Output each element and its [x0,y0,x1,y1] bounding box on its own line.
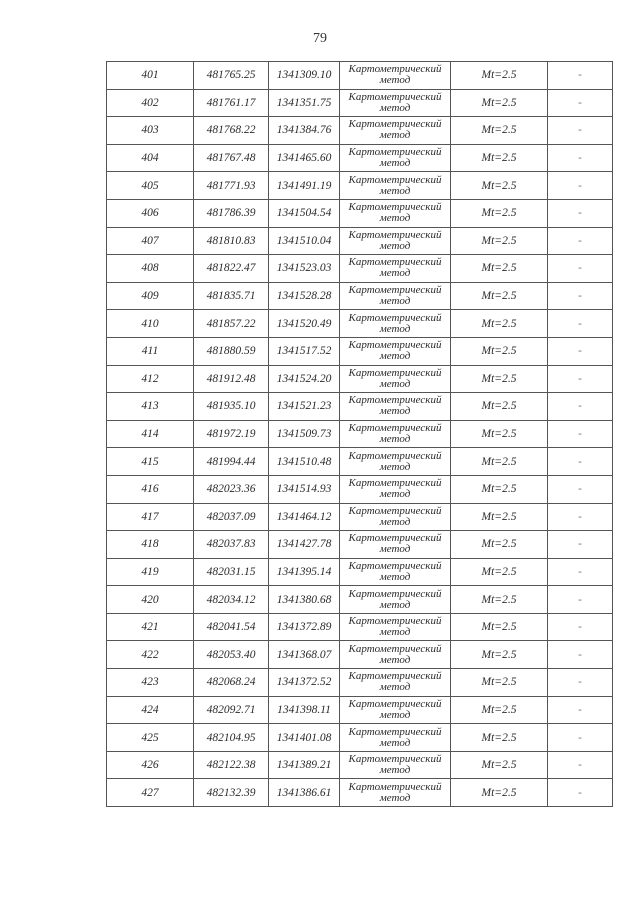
method-line-1: Картометрический [348,504,442,517]
page-number: 79 [313,31,327,46]
y-coordinate-cell: 1341520.49 [269,310,340,338]
note-cell: - [548,669,613,697]
point-number-cell: 426 [107,751,194,779]
table-row [107,448,613,476]
x-coordinate-cell: 481765.25 [194,62,269,90]
accuracy-cell: Mt=2.5 [451,172,548,200]
method-line-1: Картометрический [348,394,442,407]
note-cell: - [548,724,613,752]
point-number-cell: 406 [107,199,194,227]
method-cell [340,696,451,724]
x-coordinate-cell: 481786.39 [194,199,269,227]
y-coordinate-cell: 1341427.78 [269,531,340,559]
accuracy-cell: Mt=2.5 [451,475,548,503]
x-coordinate-cell: 481880.59 [194,337,269,365]
method-cell [340,586,451,614]
y-coordinate-cell: 1341514.93 [269,475,340,503]
point-number-cell: 420 [107,586,194,614]
note-cell: - [548,448,613,476]
accuracy-cell: Mt=2.5 [451,613,548,641]
y-coordinate-cell: 1341465.60 [269,144,340,172]
note-cell: - [548,337,613,365]
method-line-1: Картометрический [348,559,442,572]
x-coordinate-cell: 481771.93 [194,172,269,200]
method-line-1: Картометрический [348,146,442,159]
method-line-1: Картометрический [348,532,442,545]
method-line-1: Картометрический [348,339,442,352]
method-line-2: метод [379,212,411,225]
note-cell: - [548,503,613,531]
table-row [107,696,613,724]
table-row [107,724,613,752]
y-coordinate-cell: 1341510.48 [269,448,340,476]
point-number-cell: 404 [107,144,194,172]
accuracy-cell: Mt=2.5 [451,724,548,752]
note-cell: - [548,365,613,393]
method-cell [340,144,451,172]
note-cell: - [548,475,613,503]
note-cell: - [548,751,613,779]
point-number-cell: 410 [107,310,194,338]
point-number-cell: 409 [107,282,194,310]
accuracy-cell: Mt=2.5 [451,558,548,586]
x-coordinate-cell: 481857.22 [194,310,269,338]
point-number-cell: 408 [107,255,194,283]
coordinates-table [106,61,613,807]
method-line-2: метод [379,74,411,87]
method-line-2: метод [379,267,411,280]
note-cell: - [548,89,613,117]
accuracy-cell: Mt=2.5 [451,117,548,145]
note-cell: - [548,282,613,310]
table-row [107,613,613,641]
method-cell [340,724,451,752]
y-coordinate-cell: 1341372.52 [269,669,340,697]
method-cell [340,669,451,697]
method-line-2: метод [379,653,411,666]
y-coordinate-cell: 1341351.75 [269,89,340,117]
x-coordinate-cell: 481912.48 [194,365,269,393]
method-cell [340,172,451,200]
method-line-2: метод [379,405,411,418]
table-row [107,751,613,779]
point-number-cell: 405 [107,172,194,200]
method-line-1: Картометрический [348,642,442,655]
table-row [107,531,613,559]
method-line-2: метод [379,736,411,749]
method-line-1: Картометрический [348,615,442,628]
note-cell: - [548,255,613,283]
table-row [107,779,613,807]
accuracy-cell: Mt=2.5 [451,89,548,117]
accuracy-cell: Mt=2.5 [451,227,548,255]
point-number-cell: 416 [107,475,194,503]
accuracy-cell: Mt=2.5 [451,448,548,476]
method-line-2: метод [379,598,411,611]
x-coordinate-cell: 481994.44 [194,448,269,476]
table-row [107,365,613,393]
x-coordinate-cell: 481972.19 [194,420,269,448]
method-line-1: Картометрический [348,753,442,766]
method-line-2: метод [379,488,411,501]
y-coordinate-cell: 1341368.07 [269,641,340,669]
x-coordinate-cell: 481935.10 [194,393,269,421]
y-coordinate-cell: 1341523.03 [269,255,340,283]
accuracy-cell: Mt=2.5 [451,337,548,365]
accuracy-cell: Mt=2.5 [451,144,548,172]
table-row [107,586,613,614]
y-coordinate-cell: 1341528.28 [269,282,340,310]
accuracy-cell: Mt=2.5 [451,751,548,779]
method-line-1: Картометрический [348,256,442,269]
method-line-2: метод [379,129,411,142]
method-cell [340,282,451,310]
method-line-1: Картометрический [348,366,442,379]
method-line-1: Картометрический [348,725,442,738]
method-line-1: Картометрический [348,173,442,186]
note-cell: - [548,420,613,448]
note-cell: - [548,117,613,145]
method-line-1: Картометрический [348,670,442,683]
note-cell: - [548,310,613,338]
method-line-1: Картометрический [348,311,442,324]
note-cell: - [548,393,613,421]
method-cell [340,751,451,779]
x-coordinate-cell: 482122.38 [194,751,269,779]
accuracy-cell: Mt=2.5 [451,779,548,807]
coordinates-table-body [107,62,613,807]
accuracy-cell: Mt=2.5 [451,310,548,338]
method-line-1: Картометрический [348,697,442,710]
method-line-2: метод [379,433,411,446]
method-line-1: Картометрический [348,780,442,793]
method-cell [340,475,451,503]
method-cell [340,558,451,586]
method-line-2: метод [379,157,411,170]
method-cell [340,448,451,476]
x-coordinate-cell: 482104.95 [194,724,269,752]
y-coordinate-cell: 1341510.04 [269,227,340,255]
y-coordinate-cell: 1341509.73 [269,420,340,448]
method-line-2: метод [379,239,411,252]
note-cell: - [548,172,613,200]
note-cell: - [548,227,613,255]
accuracy-cell: Mt=2.5 [451,586,548,614]
point-number-cell: 425 [107,724,194,752]
method-line-2: метод [379,764,411,777]
accuracy-cell: Mt=2.5 [451,255,548,283]
table-row [107,255,613,283]
point-number-cell: 401 [107,62,194,90]
accuracy-cell: Mt=2.5 [451,696,548,724]
y-coordinate-cell: 1341517.52 [269,337,340,365]
point-number-cell: 427 [107,779,194,807]
table-row [107,503,613,531]
point-number-cell: 424 [107,696,194,724]
table-row [107,62,613,90]
method-line-1: Картометрический [348,201,442,214]
method-line-2: метод [379,791,411,804]
y-coordinate-cell: 1341395.14 [269,558,340,586]
method-line-1: Картометрический [348,477,442,490]
point-number-cell: 418 [107,531,194,559]
method-line-2: метод [379,626,411,639]
x-coordinate-cell: 482034.12 [194,586,269,614]
table-row [107,282,613,310]
point-number-cell: 413 [107,393,194,421]
point-number-cell: 402 [107,89,194,117]
method-cell [340,337,451,365]
y-coordinate-cell: 1341401.08 [269,724,340,752]
x-coordinate-cell: 482068.24 [194,669,269,697]
x-coordinate-cell: 481761.17 [194,89,269,117]
accuracy-cell: Mt=2.5 [451,503,548,531]
method-line-2: метод [379,570,411,583]
method-line-1: Картометрический [348,449,442,462]
y-coordinate-cell: 1341504.54 [269,199,340,227]
method-cell [340,779,451,807]
table-row [107,310,613,338]
note-cell: - [548,558,613,586]
point-number-cell: 407 [107,227,194,255]
table-row [107,144,613,172]
table-row [107,172,613,200]
x-coordinate-cell: 482023.36 [194,475,269,503]
table-row [107,669,613,697]
method-cell [340,227,451,255]
note-cell: - [548,696,613,724]
table-row [107,89,613,117]
method-cell [340,420,451,448]
x-coordinate-cell: 481835.71 [194,282,269,310]
point-number-cell: 422 [107,641,194,669]
accuracy-cell: Mt=2.5 [451,365,548,393]
point-number-cell: 411 [107,337,194,365]
y-coordinate-cell: 1341380.68 [269,586,340,614]
method-line-2: метод [379,681,411,694]
x-coordinate-cell: 481822.47 [194,255,269,283]
y-coordinate-cell: 1341389.21 [269,751,340,779]
x-coordinate-cell: 482053.40 [194,641,269,669]
method-line-2: метод [379,350,411,363]
x-coordinate-cell: 482037.09 [194,503,269,531]
note-cell: - [548,586,613,614]
accuracy-cell: Mt=2.5 [451,669,548,697]
accuracy-cell: Mt=2.5 [451,282,548,310]
note-cell: - [548,613,613,641]
method-line-1: Картометрический [348,587,442,600]
x-coordinate-cell: 481767.48 [194,144,269,172]
accuracy-cell: Mt=2.5 [451,531,548,559]
y-coordinate-cell: 1341464.12 [269,503,340,531]
method-line-2: метод [379,184,411,197]
x-coordinate-cell: 481810.83 [194,227,269,255]
note-cell: - [548,641,613,669]
method-cell [340,531,451,559]
method-line-1: Картометрический [348,422,442,435]
x-coordinate-cell: 482132.39 [194,779,269,807]
x-coordinate-cell: 482092.71 [194,696,269,724]
note-cell: - [548,62,613,90]
accuracy-cell: Mt=2.5 [451,393,548,421]
method-line-1: Картометрический [348,284,442,297]
method-line-2: метод [379,295,411,308]
x-coordinate-cell: 482031.15 [194,558,269,586]
method-cell [340,310,451,338]
y-coordinate-cell: 1341372.89 [269,613,340,641]
table-row [107,558,613,586]
note-cell: - [548,199,613,227]
table-row [107,337,613,365]
y-coordinate-cell: 1341524.20 [269,365,340,393]
x-coordinate-cell: 482037.83 [194,531,269,559]
x-coordinate-cell: 481768.22 [194,117,269,145]
point-number-cell: 421 [107,613,194,641]
method-cell [340,199,451,227]
table-row [107,475,613,503]
y-coordinate-cell: 1341309.10 [269,62,340,90]
table-row [107,393,613,421]
table-row [107,641,613,669]
point-number-cell: 403 [107,117,194,145]
method-cell [340,255,451,283]
y-coordinate-cell: 1341491.19 [269,172,340,200]
method-line-1: Картометрический [348,90,442,103]
method-cell [340,365,451,393]
method-cell [340,393,451,421]
y-coordinate-cell: 1341384.76 [269,117,340,145]
point-number-cell: 419 [107,558,194,586]
method-line-2: метод [379,377,411,390]
method-cell [340,89,451,117]
accuracy-cell: Mt=2.5 [451,62,548,90]
table-row [107,227,613,255]
method-cell [340,641,451,669]
point-number-cell: 417 [107,503,194,531]
method-line-2: метод [379,460,411,473]
point-number-cell: 412 [107,365,194,393]
method-line-2: метод [379,322,411,335]
method-line-1: Картометрический [348,118,442,131]
y-coordinate-cell: 1341386.61 [269,779,340,807]
accuracy-cell: Mt=2.5 [451,199,548,227]
accuracy-cell: Mt=2.5 [451,641,548,669]
method-cell [340,62,451,90]
y-coordinate-cell: 1341398.11 [269,696,340,724]
method-line-2: метод [379,101,411,114]
note-cell: - [548,144,613,172]
method-line-2: метод [379,543,411,556]
point-number-cell: 415 [107,448,194,476]
x-coordinate-cell: 482041.54 [194,613,269,641]
method-line-2: метод [379,515,411,528]
note-cell: - [548,531,613,559]
table-row [107,199,613,227]
y-coordinate-cell: 1341521.23 [269,393,340,421]
point-number-cell: 414 [107,420,194,448]
method-line-2: метод [379,708,411,721]
method-cell [340,503,451,531]
method-line-1: Картометрический [348,63,442,76]
table-row [107,117,613,145]
table-row [107,420,613,448]
point-number-cell: 423 [107,669,194,697]
method-cell [340,613,451,641]
method-cell [340,117,451,145]
note-cell: - [548,779,613,807]
accuracy-cell: Mt=2.5 [451,420,548,448]
method-line-1: Картометрический [348,228,442,241]
